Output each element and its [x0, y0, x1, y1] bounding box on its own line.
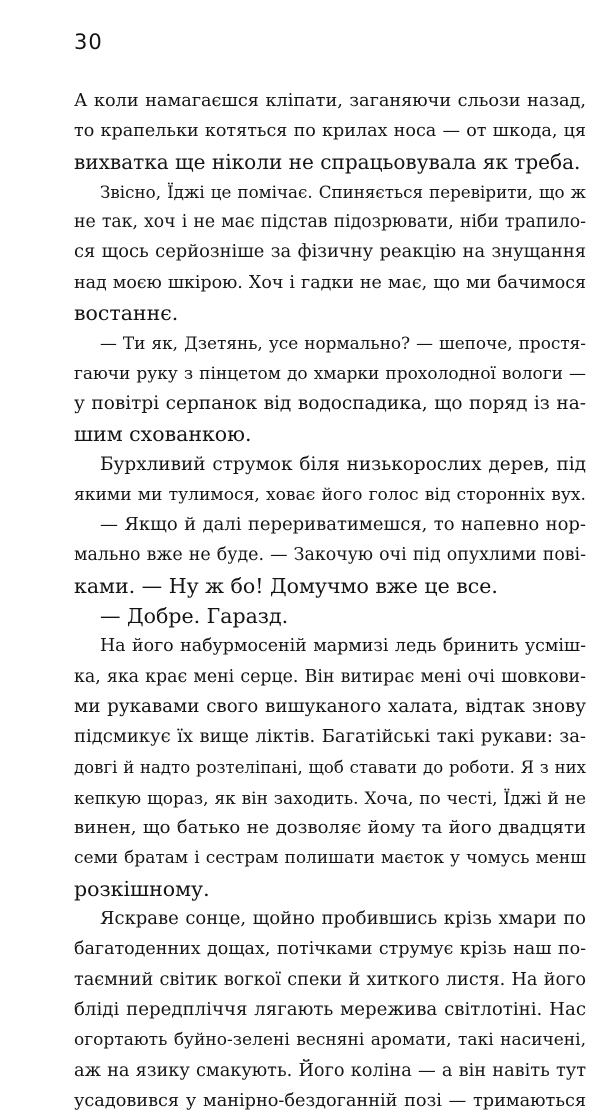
text-line: над моєю шкірою. Хоч і гадки не має, що ми бачимося	[74, 272, 586, 293]
text-line: якими ми тулимося, ховає його голос від сторонніх вух.	[74, 484, 586, 505]
text-line: мально вже не буде. — Закочую очі під опухлими пові-	[74, 545, 586, 566]
text-line: ся щось серйозніше за фізичну реакцію на знущання	[74, 241, 586, 263]
text-line: гаючи руку з пінцетом до хмарки прохолодної вологи —	[74, 363, 586, 384]
text-line: огортають буйно-зелені весняні аромати, такі насичені,	[74, 1030, 586, 1051]
text-line: семи братам і сестрам полишати маєток у чомусь менш	[74, 848, 586, 869]
text-line: не так, хоч і не має підстав підозрювати, ніби трапило-	[74, 212, 586, 233]
text-line: підсмикує їх вище ліктів. Багатійські такі рукави: за-	[74, 726, 586, 748]
text-line: ка, яка крає мені серце. Він витирає мені очі шовкови-	[74, 666, 586, 687]
text-line: — Якщо й далі перериватимешся, то напевно нор-	[100, 514, 586, 536]
text-line: А коли намагаєшся кліпати, заганяючи сльози назад,	[74, 91, 586, 111]
text-line: Звісно, Їджі це помічає. Спиняється перевірити, що ж	[100, 181, 586, 202]
text-line: На його набурмосеній мармизі ледь бринить усміш-	[100, 636, 586, 657]
text-line: кепкую щораз, як він заходить. Хоча, по честі, Їджі й не	[74, 787, 586, 808]
text-line: усадовився у манірно-бездоганній позі — тримаються	[74, 1090, 586, 1111]
text-line: — Добре. Гаразд.	[100, 604, 289, 629]
text-line: довгі й надто розтеліпані, щоб ставати до роботи. Я з них	[74, 757, 586, 777]
body-text	[74, 86, 586, 1116]
text-line: бліді передпліччя лягають мережива світлотіні. Нас	[74, 998, 586, 1020]
text-line: розкішному.	[74, 876, 210, 901]
text-line: винен, що батько не дозволяє йому та його двадцяти	[74, 817, 586, 839]
text-line: то крапельки котяться по крилах носа — от шкода, ця	[74, 121, 586, 142]
text-line: востаннє.	[74, 301, 179, 326]
text-line: ками. — Ну ж бо! Домучмо вже це все.	[74, 573, 498, 598]
text-line: багатоденних дощах, потічками струмує крізь наш по-	[74, 939, 586, 960]
text-line: ми рукавами свого вишуканого халата, відтак знову	[74, 695, 586, 717]
text-line: шим схованкою.	[74, 422, 252, 447]
text-line: — Ти як, Дзетянь, усе нормально? — шепоче, простя-	[100, 333, 586, 354]
page-number: 30	[74, 30, 103, 54]
text-line: аж на язику смакують. Його коліна — а він навіть тут	[74, 1060, 586, 1081]
text-line: Яскраве сонце, щойно пробившись крізь хмари по	[100, 908, 586, 930]
text-line: таємний світик вогкої спеки й хиткого листя. На його	[74, 969, 586, 990]
text-line: вихватка ще ніколи не спрацьовувала як треба.	[74, 149, 581, 174]
text-line: Бурхливий струмок біля низькорослих дерев, під	[100, 453, 586, 475]
text-line: у повітрі серпанок від водоспадика, що поряд із на-	[74, 392, 586, 414]
